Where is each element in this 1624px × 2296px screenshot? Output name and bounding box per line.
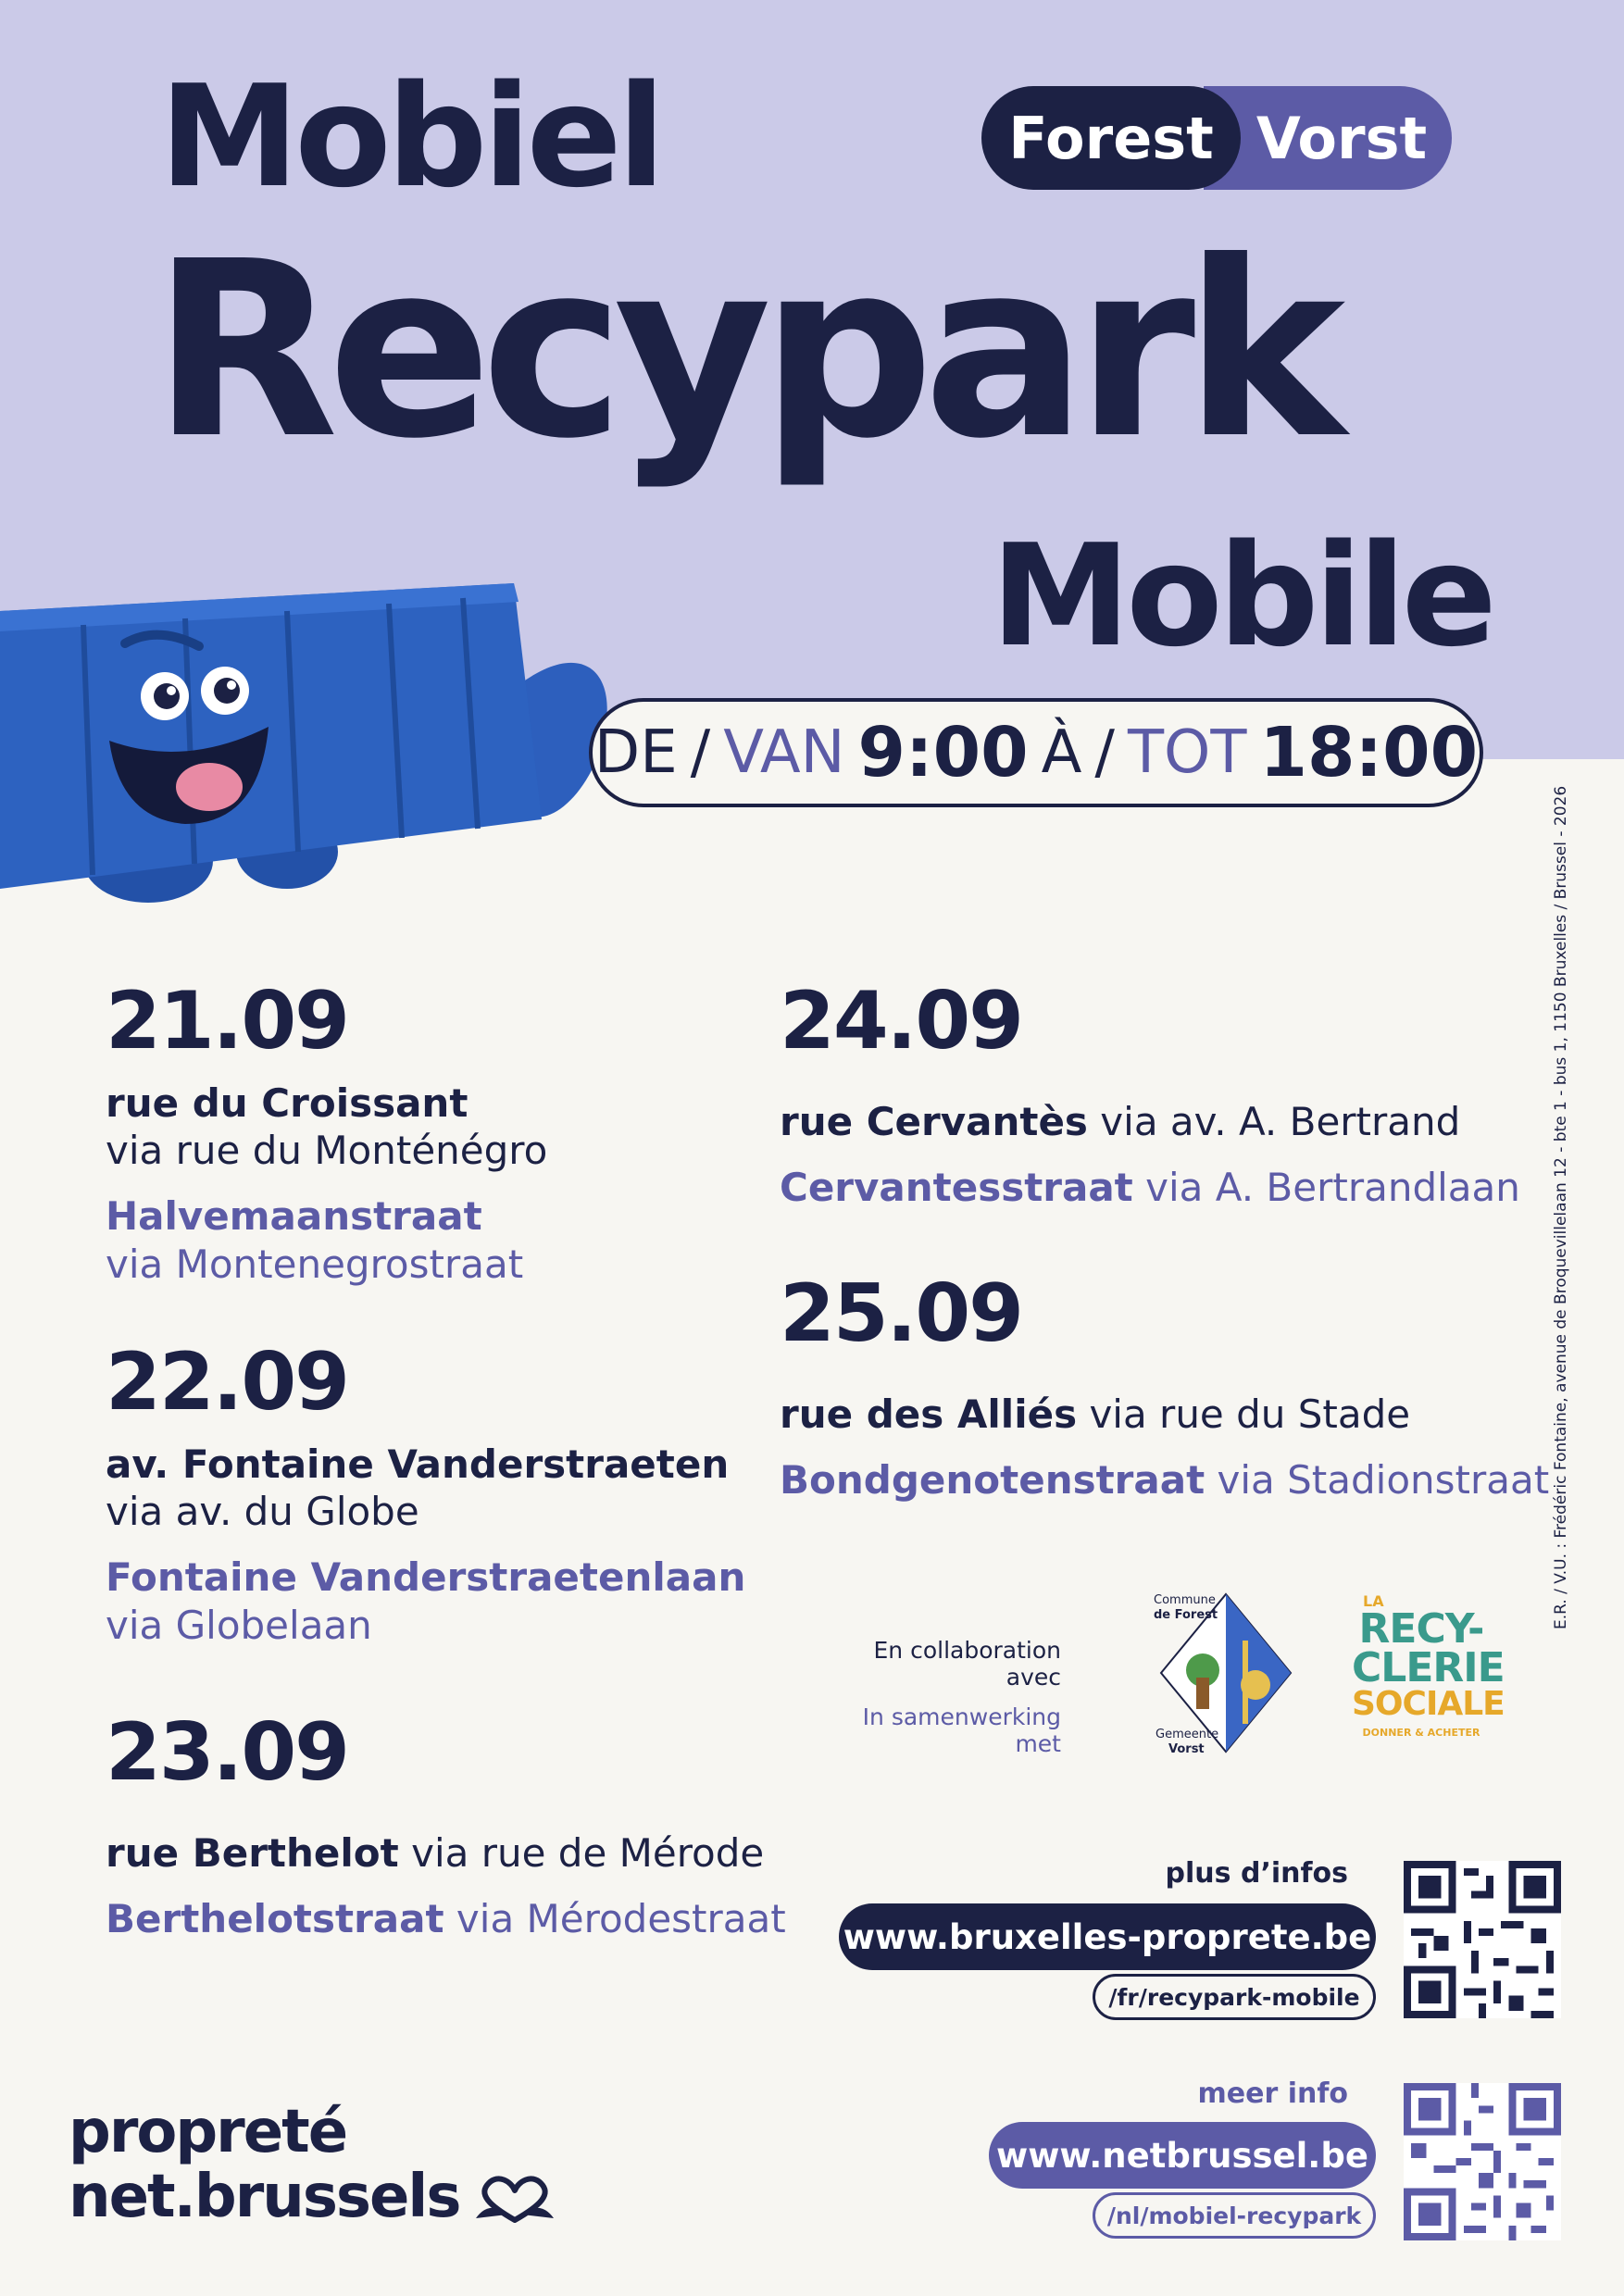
collaboration-fr: En collaboration avec — [873, 1637, 1061, 1691]
forest-logo-line1: Commune — [1154, 1593, 1216, 1607]
collaboration-label — [818, 1637, 1061, 1757]
recy-logo-sub: DONNER & ACHETER — [1362, 1726, 1480, 1739]
legal-publisher-text: E.R. / V.U. : Frédéric Fontaine, avenue de Broquevillelaan 12 - bte 1 - bus 1, 1150 Bruxelles / Brussel - 2026 — [1552, 785, 1570, 1629]
qr-code-nl[interactable] — [1404, 2083, 1561, 2240]
schedule-item — [780, 975, 1520, 1211]
nl-street: Fontaine Vanderstraetenlaan — [106, 1554, 746, 1601]
schedule-item — [106, 1706, 786, 1942]
fr-via: via rue du Stade — [1089, 1391, 1411, 1437]
title-mobiel: Mobiel — [159, 55, 661, 218]
fr-street: rue des Alliés — [780, 1391, 1078, 1437]
schedule-date: 25.09 — [780, 1267, 1023, 1360]
schedule-date: 22.09 — [106, 1336, 349, 1429]
hours-van: VAN — [723, 718, 845, 787]
forest-logo-line3: Gemeente — [1156, 1728, 1219, 1741]
collaboration-nl: In samenwerking met — [862, 1703, 1061, 1757]
hours-slash-1: / — [690, 718, 711, 787]
schedule-date: 21.09 — [106, 975, 349, 1067]
schedule-date: 24.09 — [780, 975, 1023, 1067]
qr-code-fr[interactable] — [1404, 1861, 1561, 2018]
nl-via: via Stadionstraat — [1217, 1457, 1550, 1504]
recy-logo-line3: SOCIALE — [1352, 1684, 1505, 1723]
recy-logo-line1: RECY- — [1358, 1605, 1484, 1653]
fr-via: via rue du Monténégro — [106, 1128, 548, 1174]
fr-street: rue Berthelot — [106, 1830, 399, 1876]
recy-logo-la: LA — [1363, 1592, 1384, 1610]
brand-line2: net.brussels — [69, 2163, 460, 2232]
fr-via: via rue de Mérode — [411, 1830, 765, 1876]
commune-nl-badge: Vorst — [1204, 86, 1452, 190]
fr-via: via av. du Globe — [106, 1489, 419, 1535]
info-fr-path-link[interactable]: /fr/recypark-mobile — [1093, 1974, 1376, 2020]
nl-street: Berthelotstraat — [106, 1896, 444, 1942]
nl-via: via Mérodestraat — [456, 1896, 786, 1942]
info-nl-path-link[interactable]: /nl/mobiel-recypark — [1093, 2192, 1376, 2239]
brand-logo-text — [69, 2100, 459, 2230]
fr-via: via av. A. Bertrand — [1100, 1099, 1461, 1144]
nl-street: Cervantesstraat — [780, 1165, 1133, 1211]
fr-street: rue Cervantès — [780, 1099, 1088, 1144]
info-nl-label: meer info — [1197, 2078, 1348, 2110]
hours-de: DE — [593, 718, 678, 787]
hours-a: À — [1041, 718, 1082, 787]
nl-street: Bondgenotenstraat — [780, 1457, 1206, 1504]
opening-hours-pill — [589, 698, 1483, 807]
schedule-date: 23.09 — [106, 1706, 349, 1799]
fr-street: av. Fontaine Vanderstraeten — [106, 1441, 730, 1487]
forest-vorst-logo — [1152, 1585, 1300, 1761]
schedule-item — [780, 1267, 1550, 1504]
hours-tot: TOT — [1127, 718, 1247, 787]
hours-slash-2: / — [1094, 718, 1115, 787]
heart-logo-icon — [470, 2172, 559, 2227]
commune-fr-badge: Forest — [981, 86, 1241, 190]
info-nl-url-link[interactable]: www.netbrussel.be — [989, 2122, 1376, 2189]
container-mascot-illustration — [0, 555, 648, 926]
nl-via: via A. Bertrandlaan — [1145, 1165, 1520, 1211]
nl-street: Halvemaanstraat — [106, 1193, 482, 1240]
schedule-item — [106, 975, 548, 1288]
hours-start: 9:00 — [857, 713, 1029, 792]
title-recypark: Recypark — [152, 209, 1335, 492]
nl-via: via Montenegrostraat — [106, 1241, 524, 1287]
forest-logo-line2: de Forest — [1154, 1608, 1218, 1622]
title-mobile: Mobile — [991, 514, 1493, 678]
fr-street: rue du Croissant — [106, 1080, 468, 1126]
recyclerie-sociale-logo — [1352, 1592, 1505, 1759]
info-fr-label: plus d’infos — [1165, 1857, 1348, 1890]
recy-logo-line2: CLERIE — [1352, 1643, 1505, 1691]
info-fr-url-link[interactable]: www.bruxelles-proprete.be — [839, 1903, 1376, 1970]
schedule-item — [106, 1336, 746, 1649]
forest-logo-line4: Vorst — [1168, 1742, 1205, 1756]
hours-end: 18:00 — [1259, 713, 1479, 792]
brand-line1: propreté — [69, 2098, 347, 2166]
nl-via: via Globelaan — [106, 1602, 372, 1648]
